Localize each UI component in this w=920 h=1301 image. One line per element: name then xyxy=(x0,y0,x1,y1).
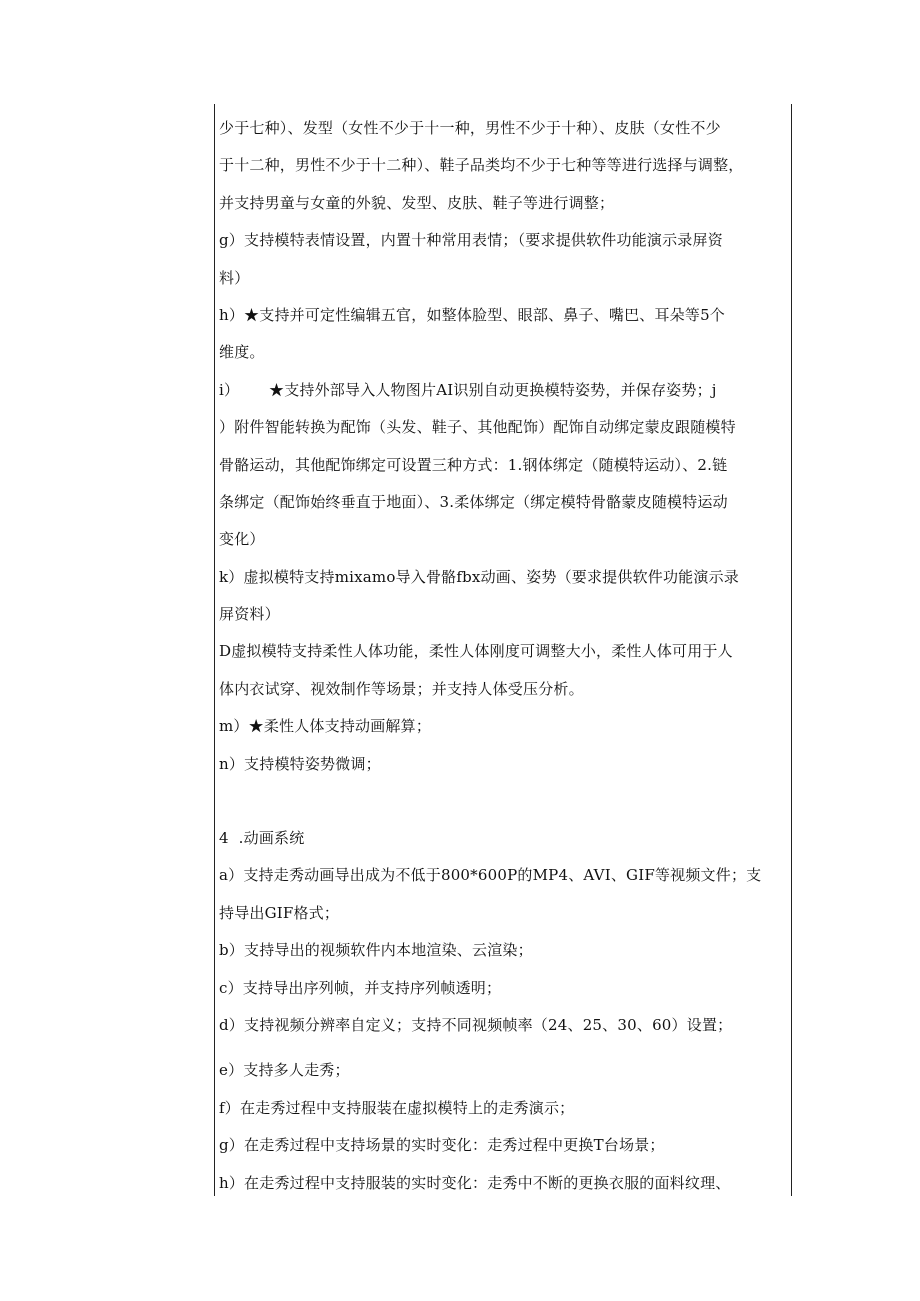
text-line: 体内衣试穿、视效制作等场景；并支持人体受压分析。 xyxy=(219,679,584,698)
text-line: 少于七种）、发型（女性不少于十一种，男性不少于十种）、皮肤（女性不少 xyxy=(219,119,721,137)
text-line: g）在走秀过程中支持场景的实时变化：走秀过程中更换T台场景； xyxy=(219,1136,665,1155)
text-line: i） ★支持外部导入人物图片AI识别自动更换模特姿势，并保存姿势；j xyxy=(219,380,717,399)
text-line: 条绑定（配饰始终垂直于地面）、3.柔体绑定（绑定模特骨骼蒙皮随模特运动 xyxy=(219,492,728,511)
text-line: 料） xyxy=(219,268,250,287)
text-line: g）支持模特表情设置，内置十种常用表情；（要求提供软件功能演示录屏资 xyxy=(219,231,723,250)
text-line: ）附件智能转换为配饰（头发、鞋子、其他配饰）配饰自动绑定蒙皮跟随模特 xyxy=(219,418,736,437)
text-line: e）支持多人走秀； xyxy=(219,1061,350,1080)
section-heading: 4 .动画系统 xyxy=(219,829,305,848)
text-line: 骨骼运动，其他配饰绑定可设置三种方式：1.钢体绑定（随模特运动）、2.链 xyxy=(219,455,728,474)
requirements-block-runway xyxy=(219,1052,789,1202)
text-line: f）在走秀过程中支持服装在虚拟模特上的走秀演示； xyxy=(219,1098,575,1117)
text-line: k）虚拟模特支持mixamo导入骨骼fbx动画、姿势（要求提供软件功能演示录 xyxy=(219,567,739,586)
text-line: 持导出GIF格式； xyxy=(219,903,340,922)
text-line: 维度。 xyxy=(219,343,265,362)
cell-content xyxy=(219,110,789,1202)
text-line: h）在走秀过程中支持服装的实时变化：走秀中不断的更换衣服的面料纹理、 xyxy=(219,1173,731,1192)
text-line: h）★支持并可定性编辑五官，如整体脸型、眼部、鼻子、嘴巴、耳朵等5个 xyxy=(219,305,726,324)
requirements-block-animation xyxy=(219,820,789,1044)
text-line: a）支持走秀动画导出成为不低于800*600P的MP4、AVI、GIF等视频文件；支 xyxy=(219,866,762,885)
text-line: 并支持男童与女童的外貌、发型、皮肤、鞋子等进行调整； xyxy=(219,193,615,212)
text-line: 变化） xyxy=(219,530,265,549)
text-line: m）★柔性人体支持动画解算； xyxy=(219,717,432,736)
text-line: 屏资料） xyxy=(219,605,280,624)
text-line: 于十二种，男性不少于十二种）、鞋子品类均不少于七种等等进行选择与调整， xyxy=(219,156,744,175)
text-line: c）支持导出序列帧，并支持序列帧透明； xyxy=(219,978,502,997)
requirements-block-model xyxy=(219,110,789,783)
text-line: d）支持视频分辨率自定义；支持不同视频帧率（24、25、30、60）设置； xyxy=(219,1015,733,1034)
spacer xyxy=(219,783,789,820)
text-line: n）支持模特姿势微调； xyxy=(219,754,381,773)
spacer xyxy=(219,1044,789,1052)
text-line: b）支持导出的视频软件内本地渲染、云渲染； xyxy=(219,941,533,960)
text-line: D虚拟模特支持柔性人体功能，柔性人体刚度可调整大小，柔性人体可用于人 xyxy=(219,642,733,661)
